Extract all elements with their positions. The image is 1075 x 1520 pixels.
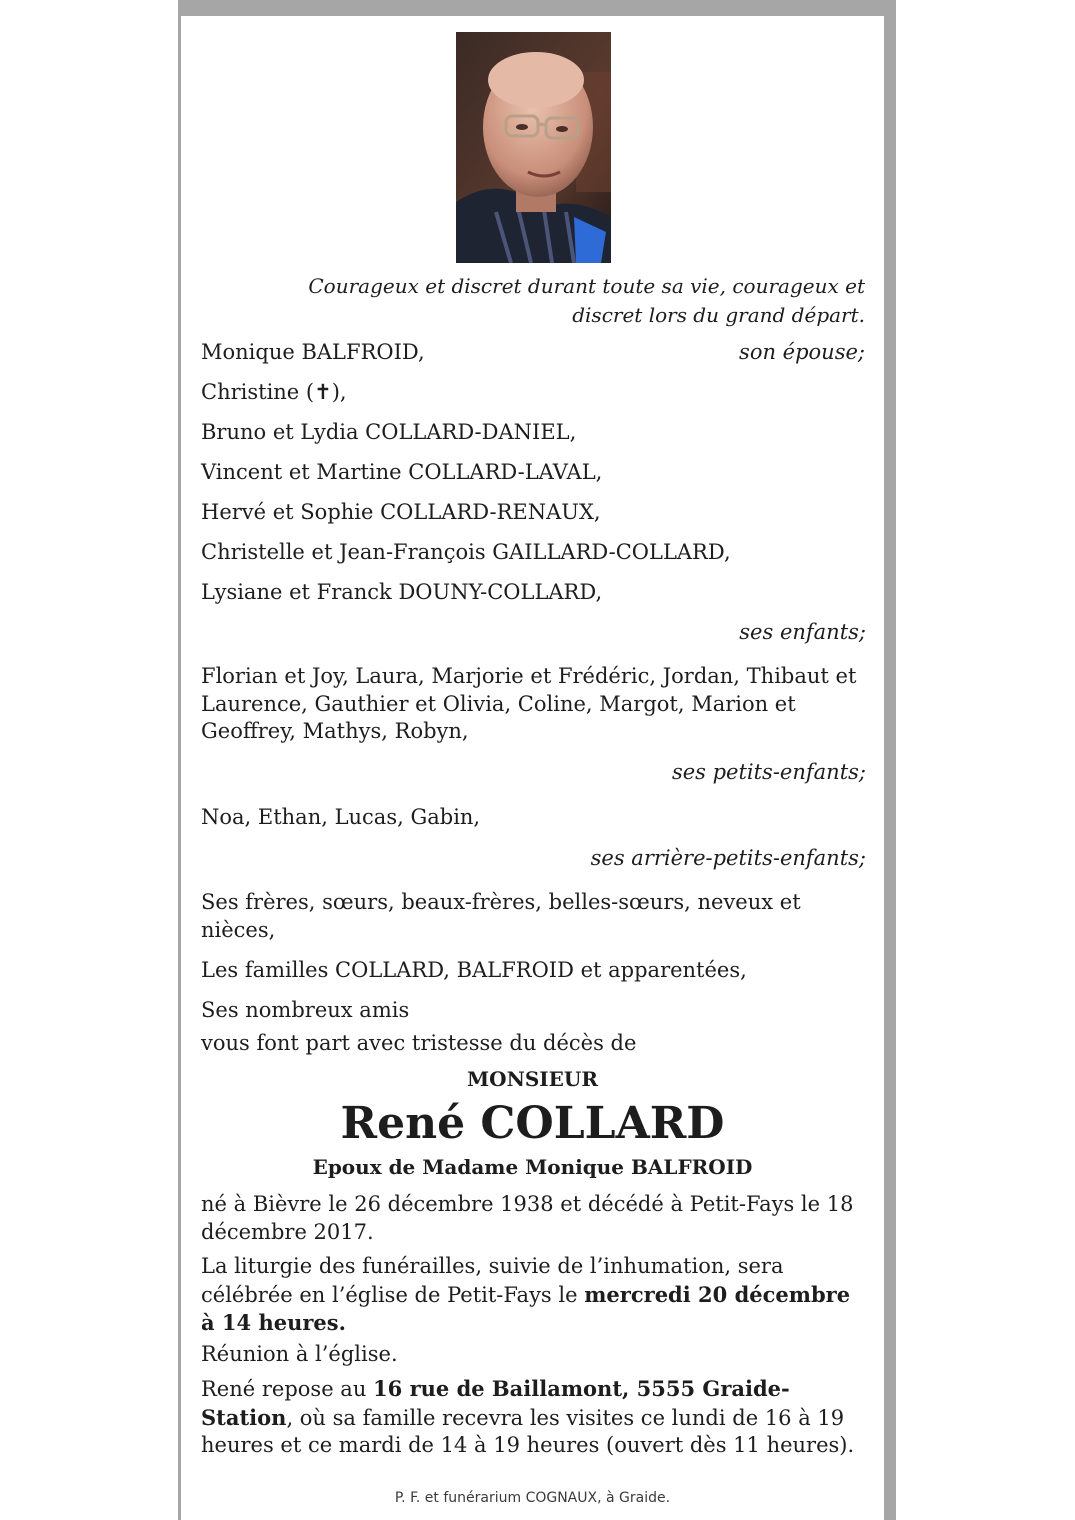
repose-text [201, 1375, 861, 1460]
spouse-of-line: Epoux de Madame Monique BALFROID [312, 1155, 753, 1179]
portrait-photo [456, 32, 611, 263]
child-line: Vincent et Martine COLLARD-LAVAL, [201, 460, 603, 484]
siblings-line: Ses frères, sœurs, beaux-frères, belles-sœurs, neveux et nièces, [201, 890, 801, 942]
child-line: Hervé et Sophie COLLARD-RENAUX, [201, 500, 601, 524]
child-line: Christelle et Jean-François GAILLARD-COLLARD, [201, 540, 731, 564]
portrait-image [456, 32, 611, 263]
repose-suffix: , où sa famille recevra les visites ce lundi de 16 à 19 heures et ce mardi de 14 à 19 heures (ouvert dès 11 heures). [201, 1405, 855, 1457]
child-line: Christine (✝), [201, 380, 347, 404]
child-line: Bruno et Lydia COLLARD-DANIEL, [201, 420, 577, 444]
birth-death-text: né à Bièvre le 26 décembre 1938 et décédé à Petit-Fays le 18 décembre 2017. [201, 1192, 854, 1244]
meeting-line: Réunion à l’église. [201, 1342, 398, 1366]
families-line: Les familles COLLARD, BALFROID et apparentées, [201, 958, 747, 982]
grandchildren-relation: ses petits-enfants; [671, 760, 866, 784]
quote-line-1: Courageux et discret durant toute sa vie, courageux et [308, 274, 865, 298]
funeral-intro: La liturgie des funérailles, suivie de l’inhumation, sera célébrée en l’église de Petit-Fays le [201, 1254, 784, 1307]
obituary-notice [181, 16, 884, 1520]
children-relation: ses enfants; [739, 620, 866, 644]
deceased-name: René COLLARD [340, 1098, 725, 1149]
grandchildren-list: Florian et Joy, Laura, Marjorie et Frédéric, Jordan, Thibaut et Laurence, Gauthier et Olivia, Coline, Margot, Marion et Geoffrey, Mathys, Robyn, [201, 664, 857, 743]
child-line: Lysiane et Franck DOUNY-COLLARD, [201, 580, 603, 604]
great-grandchildren-relation: ses arrière-petits-enfants; [590, 846, 866, 870]
spouse-relation: son épouse; [739, 340, 865, 364]
great-grandchildren-list: Noa, Ethan, Lucas, Gabin, [201, 805, 481, 829]
notice-frame [178, 0, 896, 1520]
spouse-name: Monique BALFROID, [201, 340, 425, 364]
spouse-row [201, 339, 865, 366]
funeral-home-credit: P. F. et funérarium COGNAUX, à Graide. [394, 1490, 671, 1506]
repose-prefix: René repose au [201, 1377, 374, 1401]
quote-line-2: discret lors du grand départ. [572, 303, 865, 327]
repose-address: 16 rue de Baillamont, 5555 Graide-Station [201, 1376, 790, 1430]
friends-line: Ses nombreux amis [201, 998, 410, 1022]
title-line: MONSIEUR [467, 1067, 598, 1091]
funeral-text [201, 1253, 861, 1338]
announcement-line: vous font part avec tristesse du décès de [201, 1031, 637, 1055]
funeral-date: mercredi 20 décembre à 14 heures. [201, 1281, 851, 1335]
